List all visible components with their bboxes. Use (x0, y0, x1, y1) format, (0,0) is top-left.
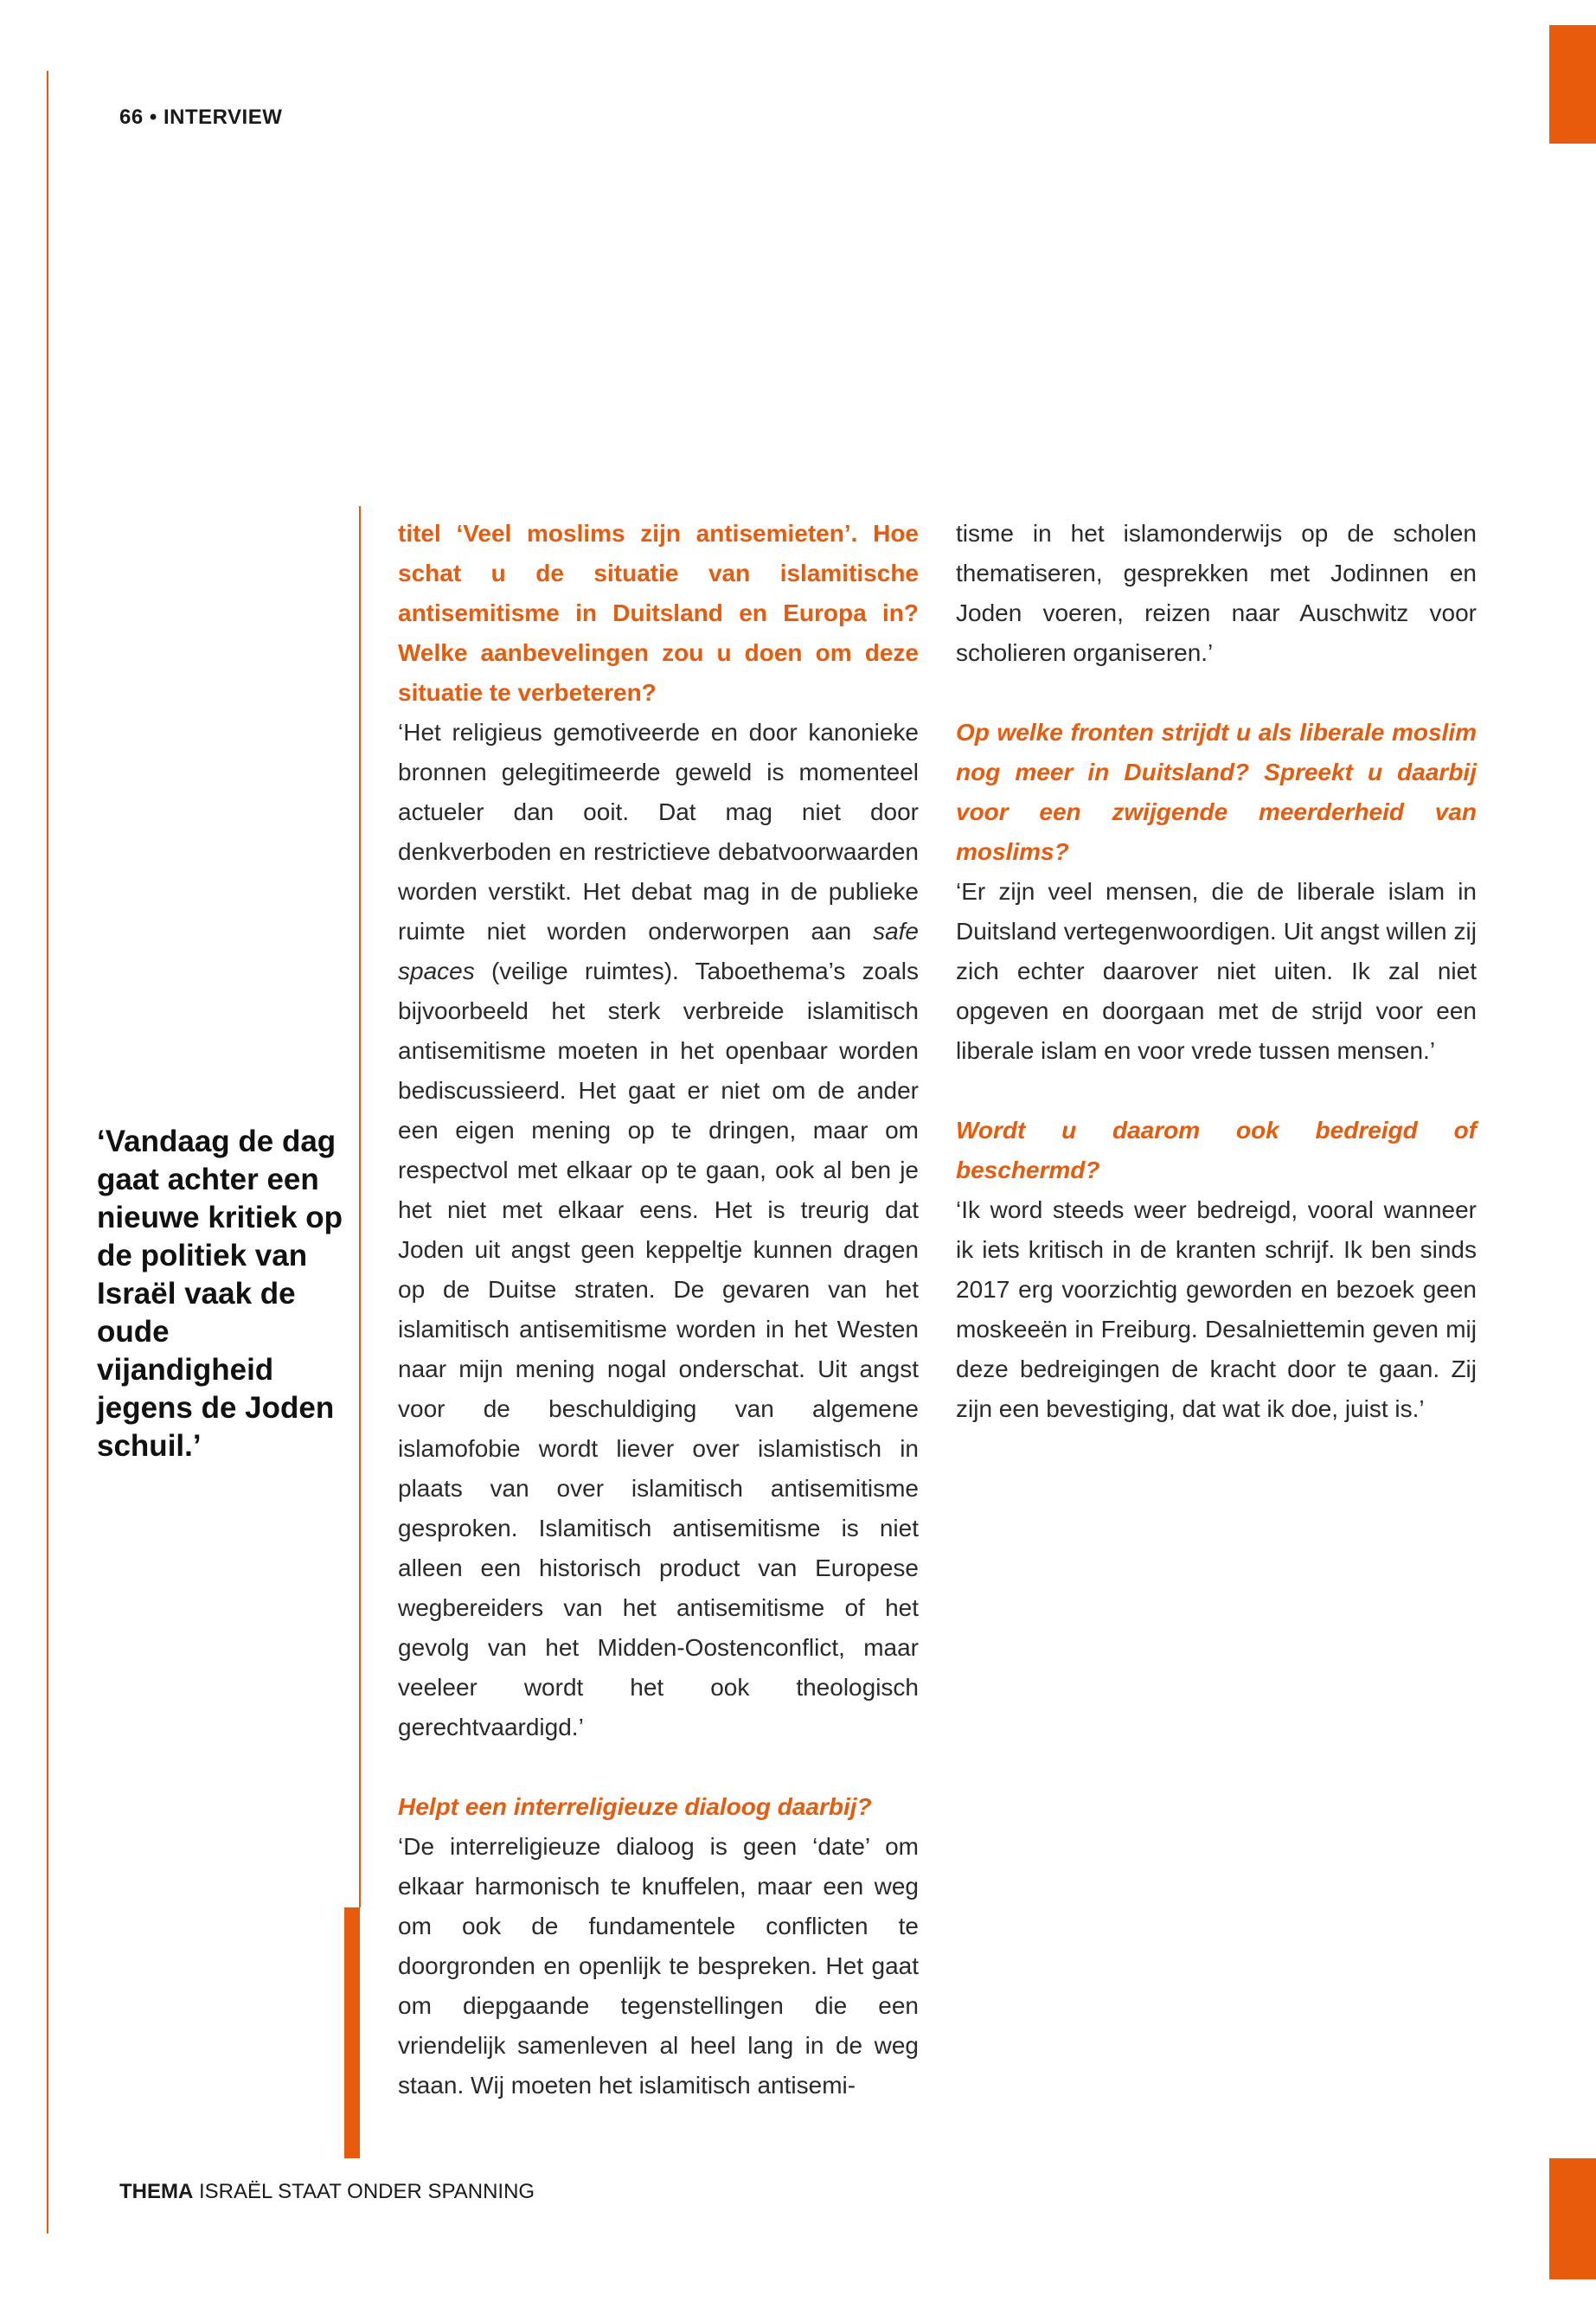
header-separator: • (149, 106, 157, 129)
answer-situation-part1: ‘Het religieus gemotiveerde en door kanonieke bronnen gelegitimeerde geweld is momenteel actueler dan ooit. Dat mag niet door denkverboden en restrictieve debatvoorwaarden worden verstikt. Het debat mag in de publieke ruimte niet worden onderworpen aan (398, 719, 919, 945)
page-footer (119, 2180, 535, 2204)
section-label: INTERVIEW (163, 106, 283, 129)
answer-dialogue: ‘De interreligieuze dialoog is geen ‘date’ om elkaar harmonisch te knuffelen, maar een weg om ook de fundamentele conflicten te doorgronden en openlijk te bespreken. Het gaat om diepgaande tegenstellingen die een vriendelijk samenleven al heel lang in de weg staan. Wij moeten het islamitisch antisemi- (398, 1833, 919, 2099)
article-column-middle (398, 514, 919, 2106)
top-orange-tab (1549, 25, 1596, 144)
left-margin-rule (47, 71, 48, 2234)
question-dialogue: Helpt een interreligieuze dialoog daarbij? (398, 1793, 872, 1820)
answer-fronts: ‘Er zijn veel mensen, die de liberale islam in Duitsland vertegenwoordigen. Uit angst willen zij zich echter daarover niet uiten. Ik zal niet opgeven en doorgaan met de strijd voor een liberale islam en voor vrede tussen mensen.’ (956, 878, 1477, 1064)
page-number: 66 (119, 106, 144, 129)
article-column-right (956, 514, 1477, 1429)
pull-quote: ‘Vandaag de dag gaat achter een nieuwe kritiek op de politiek van Israël vaak de oude vijandigheid jegens de Joden schuil.’ (97, 1125, 343, 1463)
answer-dialogue-continued: tisme in het islamonderwijs op de scholen thematiseren, gesprekken met Jodinnen en Joden voeren, reizen naar Auschwitz voor scholieren organiseren.’ (956, 520, 1477, 666)
quote-divider-rule (359, 506, 361, 1907)
answer-situation (398, 713, 919, 1747)
question-threats: Wordt u daarom ook bedreigd of beschermd? (956, 1117, 1477, 1183)
bottom-orange-tab (1549, 2158, 1596, 2279)
question-situation: titel ‘Veel moslims zijn antisemieten’. Hoe schat u de situatie van islamitische antisemitisme in Duitsland en Europa in? Welke aanbevelingen zou u doen om deze situatie te verbeteren? (398, 520, 919, 706)
answer-threats: ‘Ik word steeds weer bedreigd, vooral wanneer ik iets kritisch in de kranten schrijf. Ik ben sinds 2017 erg voorzichtig geworden en bezoek geen moskeeën in Freiburg. Desalniettemin geven mij deze bedreigingen de kracht door te gaan. Zij zijn een bevestiging, dat wat ik doe, juist is.’ (956, 1196, 1477, 1422)
answer-situation-part2: (veilige ruimtes). Taboethema’s zoals bijvoorbeeld het sterk verbreide islamitisch antisemitisme moeten in het openbaar worden bediscussieerd. Het gaat er niet om de ander een eigen mening op te dringen, maar om respectvol met elkaar op te gaan, ook al ben je het niet met elkaar eens. Het is treurig dat Joden uit angst geen keppeltje kunnen dragen op de Duitse straten. De gevaren van het islamitisch antisemitisme worden in het Westen naar mijn mening nogal onderschat. Uit angst voor de beschuldiging van algemene islamofobie wordt liever over islamistisch in plaats van over islamitisch antisemitisme gesproken. Islamitisch antisemitisme is niet alleen een historisch product van Europese wegbereiders van het antisemitisme of het gevolg van het Midden-Oostenconflict, maar veeleer wordt het ook theologisch gerechtvaardigd.’ (398, 958, 919, 1740)
quote-accent-bar (344, 1907, 360, 2158)
footer-thema: THEMA (119, 2180, 194, 2203)
answer-situation-italic: safe spaces (398, 918, 919, 984)
question-fronts: Op welke fronten strijdt u als liberale moslim nog meer in Duitsland? Spreekt u daarbij voor een zwijgende meerderheid van moslims? (956, 719, 1477, 865)
footer-title: ISRAËL STAAT ONDER SPANNING (199, 2180, 535, 2203)
page-header (119, 106, 282, 130)
